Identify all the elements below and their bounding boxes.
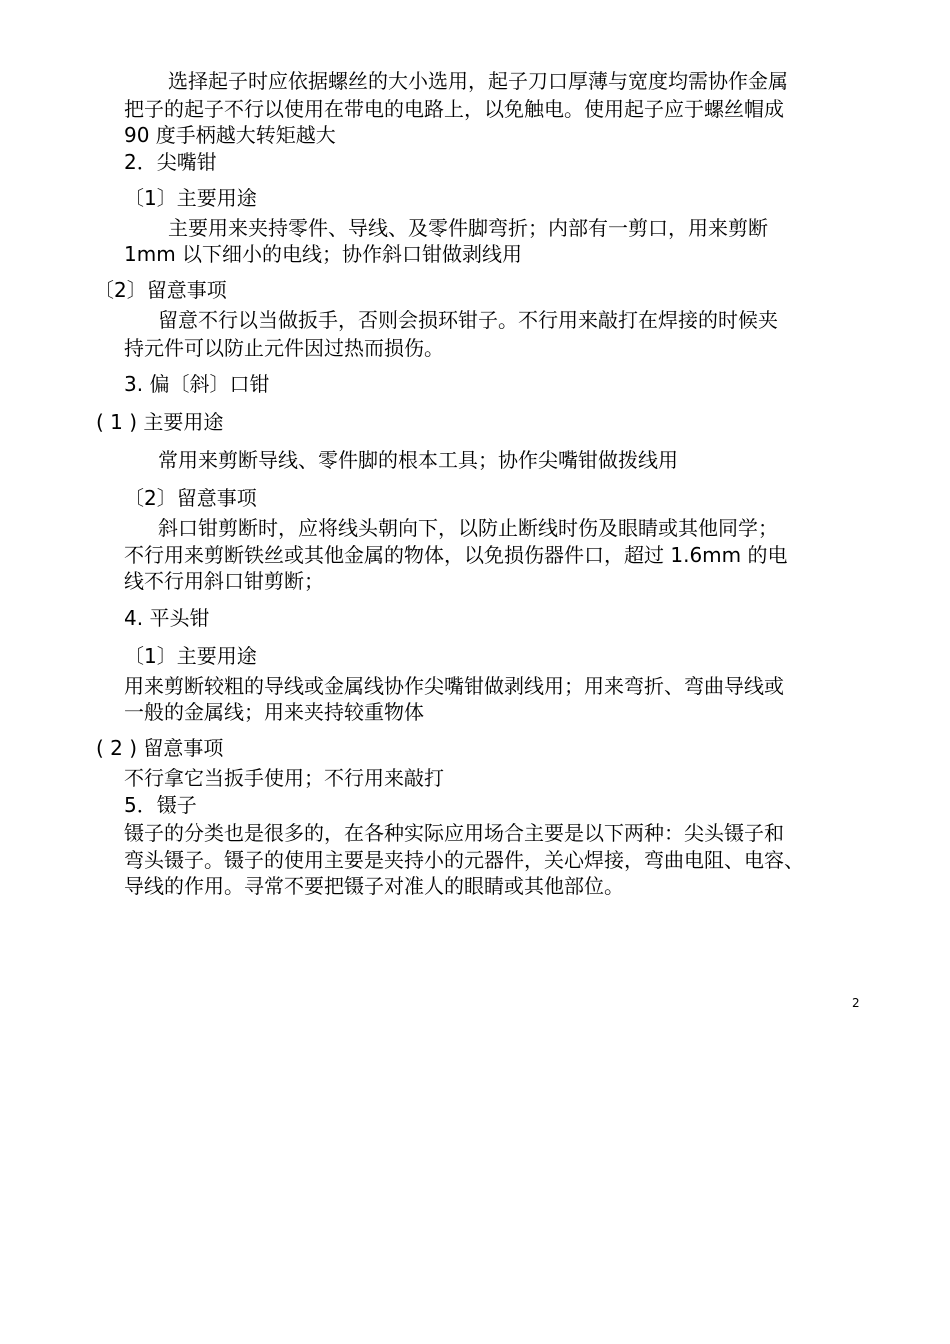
tweezers-text-line-3: 导线的作用。寻常不要把镊子对准人的眼睛或其他部位。 (124, 874, 624, 898)
needle-nose-notes-line-2: 持元件可以防止元件因过热而损伤。 (124, 336, 444, 360)
tweezers-text-line-1: 镊子的分类也是很多的，在各种实际应用场合主要是以下两种：尖头镊子和 (124, 821, 784, 845)
needle-nose-notes-line-1: 留意不行以当做扳手，否则会损环钳子。不行用来敲打在焊接的时候夹 (158, 308, 778, 332)
flat-nose-use-line-1: 用来剪断较粗的导线或金属线协作尖嘴钳做剥线用；用来弯折、弯曲导线或 (124, 674, 784, 698)
page-number: 2 (852, 996, 860, 1010)
needle-nose-use-line-1: 主要用来夹持零件、导线、及零件脚弯折；内部有一剪口，用来剪断 (168, 216, 768, 240)
section-heading-flat-nose: 4. 平头钳 (124, 606, 210, 630)
section-heading-needle-nose: 2．尖嘴钳 (124, 150, 217, 174)
subheading-needle-nose-notes: 〔2〕留意事项 (94, 278, 227, 302)
flat-nose-use-line-2: 一般的金属线；用来夹持较重物体 (124, 700, 424, 724)
screwdriver-text-line-1: 选择起子时应依据螺丝的大小选用，起子刀口厚薄与宽度均需协作金属 (168, 69, 788, 93)
tweezers-text-line-2: 弯头镊子。镊子的使用主要是夹持小的元器件，关心焊接，弯曲电阻、电容、 (124, 848, 804, 872)
needle-nose-use-line-2: 1mm 以下细小的电线；协作斜口钳做剥线用 (124, 242, 523, 266)
diagonal-notes-line-2: 不行用来剪断铁丝或其他金属的物体，以免损伤器件口，超过 1.6mm 的电 (124, 543, 788, 567)
subheading-flat-nose-notes: ( 2 ) 留意事项 (96, 736, 224, 760)
section-heading-diagonal-pliers: 3. 偏〔斜〕口钳 (124, 372, 270, 396)
diagonal-notes-line-3: 线不行用斜口钳剪断； (124, 569, 324, 593)
flat-nose-notes-line-1: 不行拿它当扳手使用；不行用来敲打 (124, 766, 444, 790)
subheading-flat-nose-use: 〔1〕主要用途 (124, 644, 257, 668)
subheading-diagonal-use: ( 1 ) 主要用途 (96, 410, 224, 434)
screwdriver-text-line-2: 把子的起子不行以使用在带电的电路上，以免触电。使用起子应于螺丝帽成 (124, 97, 784, 121)
diagonal-use-line-1: 常用来剪断导线、零件脚的根本工具；协作尖嘴钳做拨线用 (158, 448, 678, 472)
subheading-needle-nose-use: 〔1〕主要用途 (124, 186, 257, 210)
subheading-diagonal-notes: 〔2〕留意事项 (124, 486, 257, 510)
diagonal-notes-line-1: 斜口钳剪断时，应将线头朝向下，以防止断线时伤及眼睛或其他同学； (158, 516, 778, 540)
section-heading-tweezers: 5．镊子 (124, 793, 197, 817)
screwdriver-text-line-3: 90 度手柄越大转矩越大 (124, 123, 336, 147)
